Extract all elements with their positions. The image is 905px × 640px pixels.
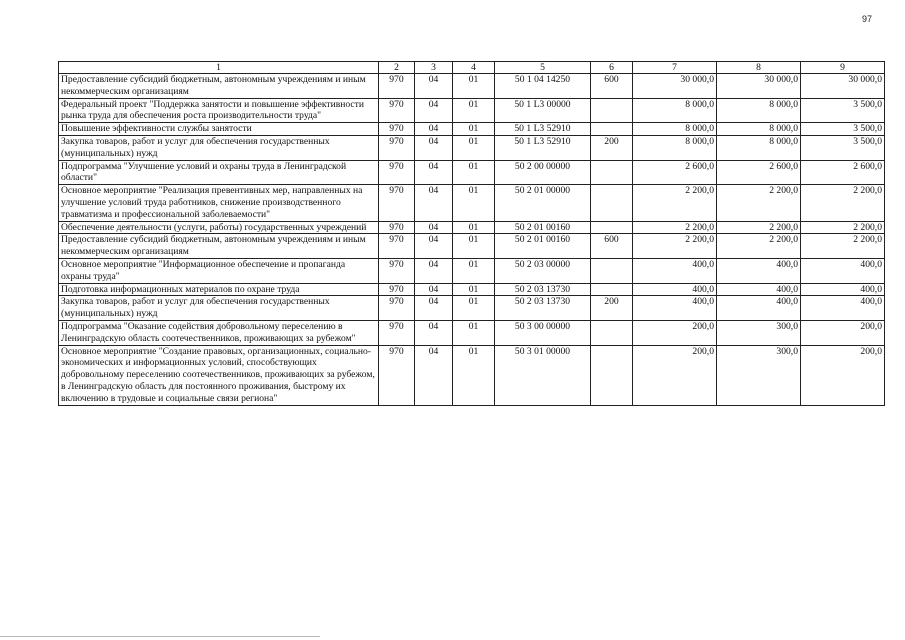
section-code: 04 xyxy=(415,258,453,283)
ministry-code: 970 xyxy=(379,123,415,136)
amount-col-8: 8 000,0 xyxy=(717,98,801,123)
table-row xyxy=(59,123,885,136)
subsection-code: 01 xyxy=(453,135,495,160)
subsection-code: 01 xyxy=(453,296,495,321)
subsection-code: 01 xyxy=(453,123,495,136)
amount-col-8: 2 200,0 xyxy=(717,185,801,221)
page-number: 97 xyxy=(862,14,873,24)
amount-col-9: 2 200,0 xyxy=(801,185,885,221)
column-header: 2 xyxy=(379,62,415,74)
column-header: 4 xyxy=(453,62,495,74)
amount-col-9: 3 500,0 xyxy=(801,123,885,136)
row-description: Подпрограмма "Оказание содействия добровольному переселению в Ленинградскую область соотечественников, проживающих за рубежом" xyxy=(59,320,379,345)
amount-col-9: 30 000,0 xyxy=(801,74,885,99)
amount-col-9: 2 600,0 xyxy=(801,160,885,185)
amount-col-8: 2 200,0 xyxy=(717,221,801,234)
row-description: Основное мероприятие "Создание правовых, организационных, социально-экономических и информационных условий, способствующих добровольному переселению соотечественников, проживающих за рубежом, в Ленинградскую область для постоянного проживания, быстрому их включению в трудовые и социальные связи региона" xyxy=(59,345,379,405)
amount-col-8: 8 000,0 xyxy=(717,135,801,160)
ministry-code: 970 xyxy=(379,258,415,283)
section-code: 04 xyxy=(415,160,453,185)
subsection-code: 01 xyxy=(453,345,495,405)
table-row xyxy=(59,345,885,405)
section-code: 04 xyxy=(415,123,453,136)
amount-col-7: 2 200,0 xyxy=(633,234,717,259)
amount-col-9: 400,0 xyxy=(801,283,885,296)
row-description: Предоставление субсидий бюджетным, автономным учреждениям и иным некоммерческим организациям xyxy=(59,74,379,99)
ministry-code: 970 xyxy=(379,74,415,99)
row-description: Подпрограмма "Улучшение условий и охраны труда в Ленинградской области" xyxy=(59,160,379,185)
subsection-code: 01 xyxy=(453,221,495,234)
amount-col-7: 200,0 xyxy=(633,345,717,405)
subsection-code: 01 xyxy=(453,98,495,123)
table-row xyxy=(59,320,885,345)
target-article-code: 50 3 01 00000 xyxy=(495,345,591,405)
subsection-code: 01 xyxy=(453,320,495,345)
amount-col-9: 2 200,0 xyxy=(801,234,885,259)
target-article-code: 50 1 04 14250 xyxy=(495,74,591,99)
ministry-code: 970 xyxy=(379,345,415,405)
amount-col-9: 3 500,0 xyxy=(801,135,885,160)
table-row xyxy=(59,185,885,221)
row-description: Закупка товаров, работ и услуг для обеспечения государственных (муниципальных) нужд xyxy=(59,135,379,160)
amount-col-8: 2 600,0 xyxy=(717,160,801,185)
target-article-code: 50 2 03 13730 xyxy=(495,296,591,321)
row-description: Предоставление субсидий бюджетным, автономным учреждениям и иным некоммерческим организациям xyxy=(59,234,379,259)
section-code: 04 xyxy=(415,320,453,345)
subsection-code: 01 xyxy=(453,234,495,259)
table-row xyxy=(59,135,885,160)
expense-type-code xyxy=(591,345,633,405)
amount-col-8: 400,0 xyxy=(717,258,801,283)
ministry-code: 970 xyxy=(379,221,415,234)
amount-col-7: 30 000,0 xyxy=(633,74,717,99)
ministry-code: 970 xyxy=(379,283,415,296)
amount-col-7: 8 000,0 xyxy=(633,123,717,136)
amount-col-9: 200,0 xyxy=(801,345,885,405)
row-description: Основное мероприятие "Реализация превентивных мер, направленных на улучшение условий труда работников, снижение производственного травматизма и профессиональной заболеваемости" xyxy=(59,185,379,221)
amount-col-8: 400,0 xyxy=(717,283,801,296)
ministry-code: 970 xyxy=(379,234,415,259)
expense-type-code xyxy=(591,283,633,296)
target-article-code: 50 2 01 00000 xyxy=(495,185,591,221)
target-article-code: 50 2 03 13730 xyxy=(495,283,591,296)
subsection-code: 01 xyxy=(453,160,495,185)
table-header-row xyxy=(59,62,885,74)
target-article-code: 50 1 L3 52910 xyxy=(495,135,591,160)
amount-col-7: 2 200,0 xyxy=(633,185,717,221)
expense-type-code xyxy=(591,98,633,123)
ministry-code: 970 xyxy=(379,98,415,123)
section-code: 04 xyxy=(415,135,453,160)
amount-col-7: 200,0 xyxy=(633,320,717,345)
section-code: 04 xyxy=(415,74,453,99)
column-header: 5 xyxy=(495,62,591,74)
column-header: 8 xyxy=(717,62,801,74)
target-article-code: 50 2 00 00000 xyxy=(495,160,591,185)
target-article-code: 50 2 03 00000 xyxy=(495,258,591,283)
column-header: 6 xyxy=(591,62,633,74)
section-code: 04 xyxy=(415,296,453,321)
expense-type-code xyxy=(591,221,633,234)
amount-col-8: 30 000,0 xyxy=(717,74,801,99)
expense-type-code xyxy=(591,185,633,221)
column-header: 9 xyxy=(801,62,885,74)
amount-col-7: 2 200,0 xyxy=(633,221,717,234)
column-header: 3 xyxy=(415,62,453,74)
scan-edge-line xyxy=(0,636,320,637)
amount-col-7: 400,0 xyxy=(633,258,717,283)
budget-table xyxy=(58,61,885,406)
expense-type-code xyxy=(591,320,633,345)
section-code: 04 xyxy=(415,221,453,234)
row-description: Повышение эффективности службы занятости xyxy=(59,123,379,136)
ministry-code: 970 xyxy=(379,185,415,221)
amount-col-9: 400,0 xyxy=(801,296,885,321)
column-header: 7 xyxy=(633,62,717,74)
expense-type-code: 600 xyxy=(591,74,633,99)
section-code: 04 xyxy=(415,283,453,296)
amount-col-9: 200,0 xyxy=(801,320,885,345)
amount-col-8: 8 000,0 xyxy=(717,123,801,136)
row-description: Обеспечение деятельности (услуги, работы) государственных учреждений xyxy=(59,221,379,234)
ministry-code: 970 xyxy=(379,160,415,185)
subsection-code: 01 xyxy=(453,258,495,283)
amount-col-7: 2 600,0 xyxy=(633,160,717,185)
table-row xyxy=(59,160,885,185)
section-code: 04 xyxy=(415,234,453,259)
subsection-code: 01 xyxy=(453,185,495,221)
amount-col-7: 8 000,0 xyxy=(633,135,717,160)
section-code: 04 xyxy=(415,98,453,123)
expense-type-code: 200 xyxy=(591,296,633,321)
row-description: Федеральный проект "Поддержка занятости и повышение эффективности рынка труда для обеспечения роста производительности труда" xyxy=(59,98,379,123)
target-article-code: 50 1 L3 00000 xyxy=(495,98,591,123)
table-row xyxy=(59,234,885,259)
expense-type-code xyxy=(591,258,633,283)
row-description: Подготовка информационных материалов по охране труда xyxy=(59,283,379,296)
table-row xyxy=(59,221,885,234)
table-row xyxy=(59,74,885,99)
ministry-code: 970 xyxy=(379,135,415,160)
table-row xyxy=(59,258,885,283)
amount-col-8: 2 200,0 xyxy=(717,234,801,259)
amount-col-9: 2 200,0 xyxy=(801,221,885,234)
target-article-code: 50 2 01 00160 xyxy=(495,221,591,234)
ministry-code: 970 xyxy=(379,320,415,345)
amount-col-8: 300,0 xyxy=(717,345,801,405)
subsection-code: 01 xyxy=(453,283,495,296)
target-article-code: 50 2 01 00160 xyxy=(495,234,591,259)
table-row xyxy=(59,283,885,296)
ministry-code: 970 xyxy=(379,296,415,321)
subsection-code: 01 xyxy=(453,74,495,99)
target-article-code: 50 1 L3 52910 xyxy=(495,123,591,136)
amount-col-7: 8 000,0 xyxy=(633,98,717,123)
table-row xyxy=(59,296,885,321)
expense-type-code: 200 xyxy=(591,135,633,160)
amount-col-8: 400,0 xyxy=(717,296,801,321)
row-description: Закупка товаров, работ и услуг для обеспечения государственных (муниципальных) нужд xyxy=(59,296,379,321)
amount-col-7: 400,0 xyxy=(633,296,717,321)
expense-type-code xyxy=(591,123,633,136)
expense-type-code xyxy=(591,160,633,185)
amount-col-9: 400,0 xyxy=(801,258,885,283)
target-article-code: 50 3 00 00000 xyxy=(495,320,591,345)
amount-col-8: 300,0 xyxy=(717,320,801,345)
section-code: 04 xyxy=(415,345,453,405)
expense-type-code: 600 xyxy=(591,234,633,259)
table-row xyxy=(59,98,885,123)
section-code: 04 xyxy=(415,185,453,221)
amount-col-7: 400,0 xyxy=(633,283,717,296)
row-description: Основное мероприятие "Информационное обеспечение и пропаганда охраны труда" xyxy=(59,258,379,283)
amount-col-9: 3 500,0 xyxy=(801,98,885,123)
column-header: 1 xyxy=(59,62,379,74)
